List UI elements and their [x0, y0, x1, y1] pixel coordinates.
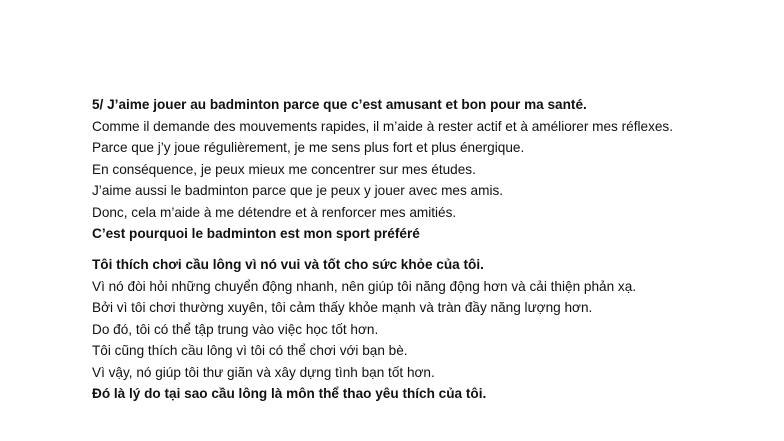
french-line-2: Comme il demande des mouvements rapides, il m’aide à rester actif et à améliorer mes réflexes. [92, 118, 673, 134]
vietnamese-line-7: Đó là lý do tại sao cầu lông là môn thể thao yêu thích của tôi. [92, 386, 487, 401]
vietnamese-line-5: Tôi cũng thích cầu lông vì tôi có thể chơi với bạn bè. [92, 343, 408, 358]
french-paragraph [92, 94, 772, 245]
vietnamese-paragraph [92, 254, 772, 405]
vietnamese-line-1: Tôi thích chơi cầu lông vì nó vui và tốt cho sức khỏe của tôi. [92, 257, 484, 272]
vietnamese-line-3: Bởi vì tôi chơi thường xuyên, tôi cảm thấy khỏe mạnh và tràn đầy năng lượng hơn. [92, 300, 593, 315]
french-line-6: Donc, cela m’aide à me détendre et à renforcer mes amitiés. [92, 204, 457, 220]
french-line-1: 5/ J’aime jouer au badminton parce que c’est amusant et bon pour ma santé. [92, 97, 587, 112]
french-line-4: En conséquence, je peux mieux me concentrer sur mes études. [92, 161, 476, 177]
vietnamese-line-2: Vì nó đòi hỏi những chuyển động nhanh, nên giúp tôi năng động hơn và cải thiện phản xạ. [92, 278, 637, 294]
french-line-3: Parce que j’y joue régulièrement, je me sens plus fort et plus énergique. [92, 140, 525, 155]
vietnamese-line-6: Vì vậy, nó giúp tôi thư giãn và xây dựng tình bạn tốt hơn. [92, 364, 435, 380]
french-line-5: J’aime aussi le badminton parce que je peux y jouer avec mes amis. [92, 183, 504, 198]
french-line-7: C’est pourquoi le badminton est mon sport préféré [92, 226, 420, 241]
vietnamese-line-4: Do đó, tôi có thể tập trung vào việc học tốt hơn. [92, 321, 379, 337]
